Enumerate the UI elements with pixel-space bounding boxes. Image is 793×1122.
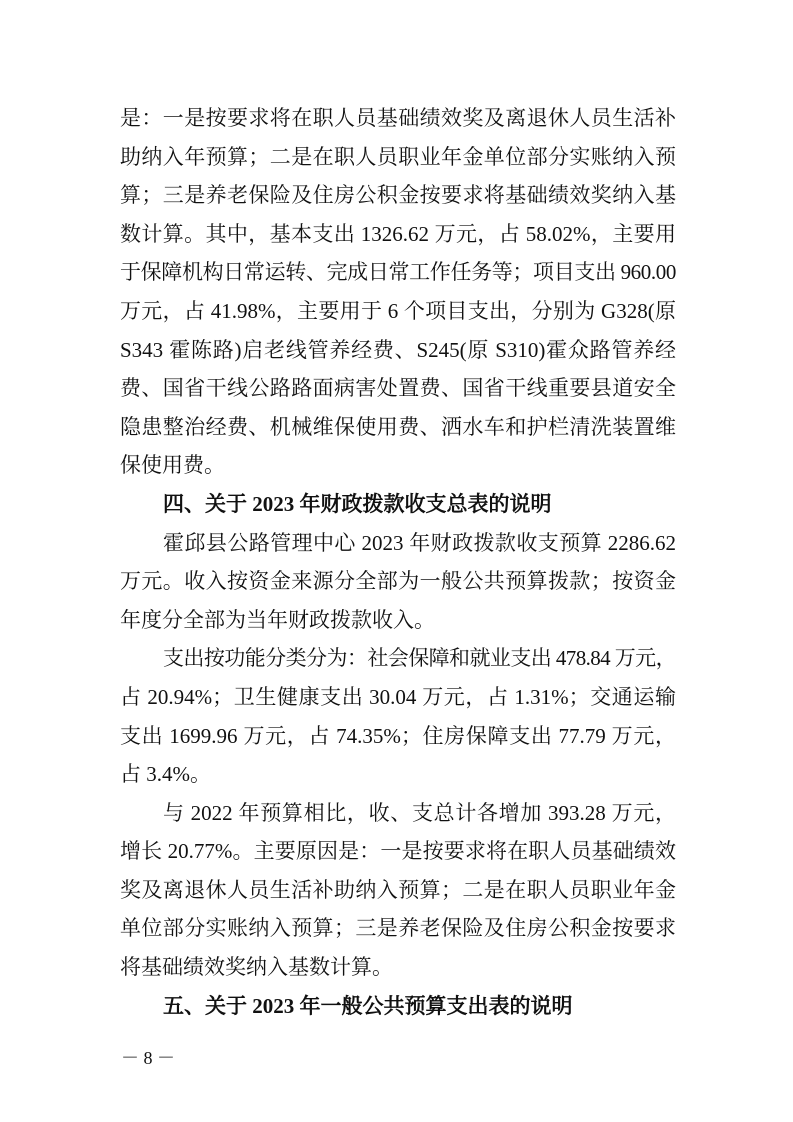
text-line: 万元，占 41.98%，主要用于 6 个项目支出，分别为 G328(原 bbox=[120, 298, 676, 323]
text-line: 单位部分实账纳入预算；三是养老保险及住房公积金按要求 bbox=[120, 916, 676, 941]
text-line: 占 3.4%。 bbox=[120, 762, 211, 787]
text-line: 支出按功能分类分为：社会保障和就业支出 478.84 万元， bbox=[163, 646, 676, 671]
text-line: 万元。收入按资金来源分全部为一般公共预算拨款；按资金 bbox=[120, 569, 676, 594]
text-line: 隐患整治经费、机械维保使用费、洒水车和护栏清洗装置维 bbox=[120, 414, 676, 439]
text-line: 是：一是按要求将在职人员基础绩效奖及离退休人员生活补 bbox=[120, 106, 676, 130]
text-line: 奖及离退休人员生活补助纳入预算；二是在职人员职业年金 bbox=[120, 877, 676, 902]
text-line: 年度分全部为当年财政拨款收入。 bbox=[120, 607, 435, 632]
text-line: 于保障机构日常运转、完成日常工作任务等；项目支出 960.00 bbox=[120, 260, 676, 285]
text-line: 保使用费。 bbox=[120, 453, 225, 478]
text-line: 增长 20.77%。主要原因是：一是按要求将在职人员基础绩效 bbox=[120, 839, 676, 864]
text-line: S343 霍陈路)启老线管养经费、S245(原 S310)霍众路管养经 bbox=[120, 337, 676, 362]
paragraph-basic-expenditure bbox=[120, 99, 676, 485]
paragraph-functional-classification bbox=[120, 639, 676, 793]
paragraph-year-comparison bbox=[120, 794, 676, 987]
document-body bbox=[120, 99, 676, 1025]
section-heading-5: 五、关于 2023 年一般公共预算支出表的说明 bbox=[163, 993, 573, 1018]
paragraph-fiscal-budget-total bbox=[120, 524, 676, 640]
page-number: － 8 － bbox=[121, 1048, 175, 1068]
text-line: 助纳入年预算；二是在职人员职业年金单位部分实账纳入预 bbox=[120, 144, 676, 169]
text-line: 与 2022 年预算相比，收、支总计各增加 393.28 万元， bbox=[163, 800, 676, 825]
text-line: 霍邱县公路管理中心 2023 年财政拨款收支预算 2286.62 bbox=[163, 530, 676, 555]
text-line: 占 20.94%；卫生健康支出 30.04 万元，占 1.31%；交通运输 bbox=[120, 684, 676, 709]
section-heading-4: 四、关于 2023 年财政拨款收支总表的说明 bbox=[163, 491, 552, 516]
text-line: 数计算。其中，基本支出 1326.62 万元，占 58.02%，主要用 bbox=[120, 221, 676, 246]
text-line: 支出 1699.96 万元，占 74.35%；住房保障支出 77.79 万元， bbox=[120, 723, 676, 748]
text-line: 算；三是养老保险及住房公积金按要求将基础绩效奖纳入基 bbox=[120, 183, 676, 208]
text-line: 将基础绩效奖纳入基数计算。 bbox=[120, 955, 393, 980]
text-line: 费、国省干线公路路面病害处置费、国省干线重要县道安全 bbox=[120, 376, 676, 401]
